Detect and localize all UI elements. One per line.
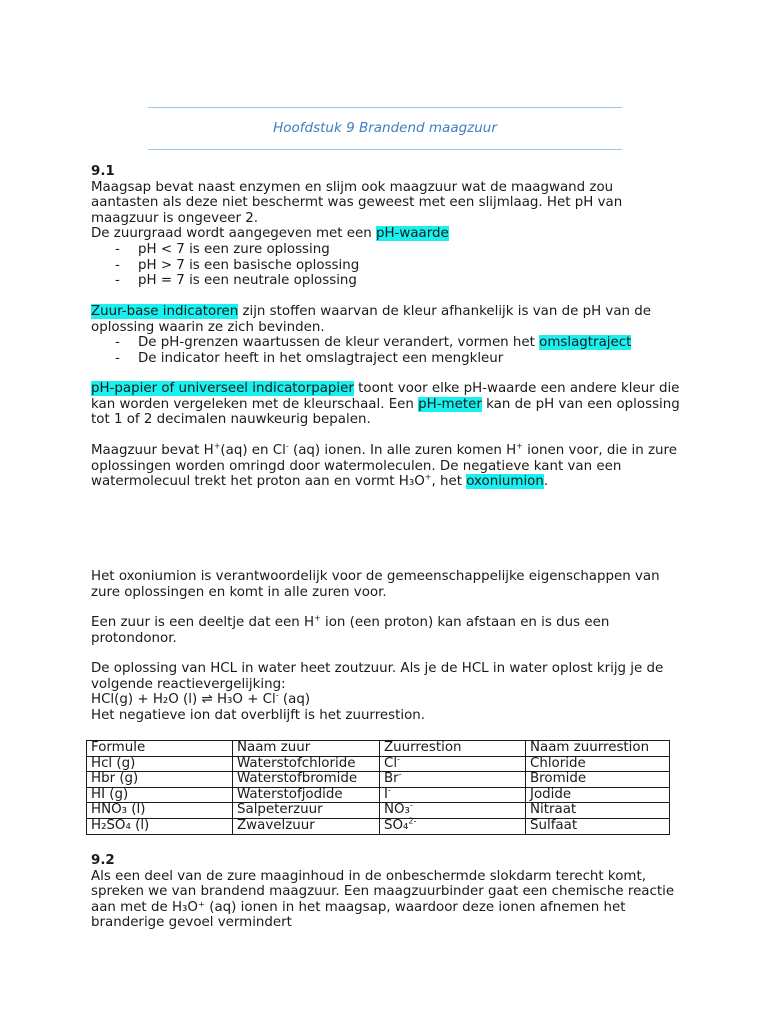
paragraph: Het negatieve ion dat overblijft is het zuurrestion.	[91, 707, 426, 723]
table-header: Formule	[87, 741, 233, 757]
paragraph: Maagsap bevat naast enzymen en slijm ook maagzuur wat de maagwand zou aantasten als deze niet beschermt was geweest met een slijmlaag. Het pH van maagzuur is ongeveer 2.	[91, 179, 623, 226]
section-9-2	[91, 853, 681, 931]
table-header: Naam zuurrestion	[526, 741, 670, 757]
paragraph: Een zuur is een deeltje dat een H+ ion (een proton) kan afstaan en is dus een protondonor.	[91, 613, 610, 646]
table-cell: Sulfaat	[526, 818, 670, 834]
table-cell: Br-	[380, 772, 526, 788]
table-header: Zuurrestion	[380, 741, 526, 757]
table-cell: HNO₃ (l)	[87, 803, 233, 819]
table-row	[87, 818, 670, 834]
table-cell: Cl-	[380, 756, 526, 772]
section-9-1	[91, 164, 681, 289]
equilibrium-arrow-icon: ⇌	[201, 692, 213, 708]
table-cell: Chloride	[526, 756, 670, 772]
section-heading: 9.1	[91, 164, 115, 179]
indicator-block	[91, 304, 681, 366]
table-header-row	[87, 741, 670, 757]
paragraph: Als een deel van de zure maaginhoud in de onbeschermde slokdarm terecht komt, spreken we van brandend maagzuur. Een maagzuurbinder gaat een chemische reactie aan met de H₃O⁺ (aq) ionen in het maagsap, waardoor deze ionen afnemen het branderige gevoel vermindert	[91, 868, 675, 931]
table-cell: Salpeterzuur	[233, 803, 380, 819]
table-cell: I-	[380, 787, 526, 803]
bullet-list	[91, 242, 681, 289]
paragraph: Maagzuur bevat H+(aq) en Cl- (aq) ionen. In alle zuren komen H+ ionen voor, die in zure oplossingen worden omringd door watermoleculen. De negatieve kant van een watermolecuul trekt het proton aan en vormt H₃O+, het oxoniumion.	[91, 441, 677, 490]
paragraph: De zuurgraad wordt aangegeven met een pH-waarde	[91, 226, 449, 242]
highlight: pH-papier of universeel indicatorpapier	[91, 381, 354, 396]
table-cell: Hcl (g)	[87, 756, 233, 772]
table-cell: Bromide	[526, 772, 670, 788]
paragraph: Zuur-base indicatoren zijn stoffen waarvan de kleur afhankelijk is van de pH van de oplossing waarin ze zich bevinden.	[91, 304, 652, 335]
header-rule-bottom	[148, 149, 622, 150]
highlight: omslagtraject	[539, 335, 632, 351]
table-cell: Waterstofjodide	[233, 787, 380, 803]
section-heading: 9.2	[91, 853, 115, 868]
ph-paper-block	[91, 381, 681, 428]
reaction-equation: HCl(g) + H₂O (l) ⇌ H₃O + Cl- (aq)	[91, 690, 311, 708]
list-item: - De indicator heeft in het omslagtraject een mengkleur	[115, 351, 681, 367]
table-cell: HI (g)	[87, 787, 233, 803]
hcl-block	[91, 661, 681, 723]
highlight: pH-meter	[418, 396, 482, 412]
table-row	[87, 803, 670, 819]
chapter-title: Hoofdstuk 9 Brandend maagzuur	[273, 120, 497, 136]
list-item: - De pH-grenzen waartussen de kleur verandert, vormen het omslagtraject	[115, 335, 681, 351]
list-item: - pH = 7 is een neutrale oplossing	[115, 273, 681, 289]
table-cell: NO₃-	[380, 803, 526, 819]
oxonium-property-block	[91, 569, 681, 600]
table-row	[87, 772, 670, 788]
highlight: pH-waarde	[375, 226, 449, 242]
highlight: oxoniumion	[466, 474, 544, 490]
table-cell: H₂SO₄ (l)	[87, 818, 233, 834]
table-cell: SO₄$^{2-}$	[380, 818, 526, 834]
table-cell: Zwavelzuur	[233, 818, 380, 834]
paragraph: De oplossing van HCL in water heet zoutzuur. Als je de HCL in water oplost krijg je de volgende reactievergelijking:	[91, 661, 664, 692]
table-header: Naam zuur	[233, 741, 380, 757]
table-cell: Hbr (g)	[87, 772, 233, 788]
acid-table	[86, 740, 670, 835]
list-item: - pH > 7 is een basische oplossing	[115, 258, 681, 274]
table-row	[87, 756, 670, 772]
paragraph: pH-papier of universeel indicatorpapier toont voor elke pH-waarde een andere kleur die kan worden vergeleken met de kleurschaal. Een pH-meter kan de pH van een oplossing tot 1 of 2 decimalen nauwkeurig bepalen.	[91, 381, 680, 428]
oxonium-block	[91, 443, 681, 490]
table-cell: Nitraat	[526, 803, 670, 819]
table-row	[87, 787, 670, 803]
table-cell: Waterstofbromide	[233, 772, 380, 788]
paragraph: Het oxoniumion is verantwoordelijk voor de gemeenschappelijke eigenschappen van zure oplossingen en komt in alle zuren voor.	[91, 569, 660, 600]
header-rule-top	[148, 107, 622, 108]
table-cell: Waterstofchloride	[233, 756, 380, 772]
bullet-list	[91, 335, 681, 366]
highlight: Zuur-base indicatoren	[91, 304, 239, 319]
table-cell: Jodide	[526, 787, 670, 803]
list-item: - pH < 7 is een zure oplossing	[115, 242, 681, 258]
acid-definition-block	[91, 615, 681, 646]
